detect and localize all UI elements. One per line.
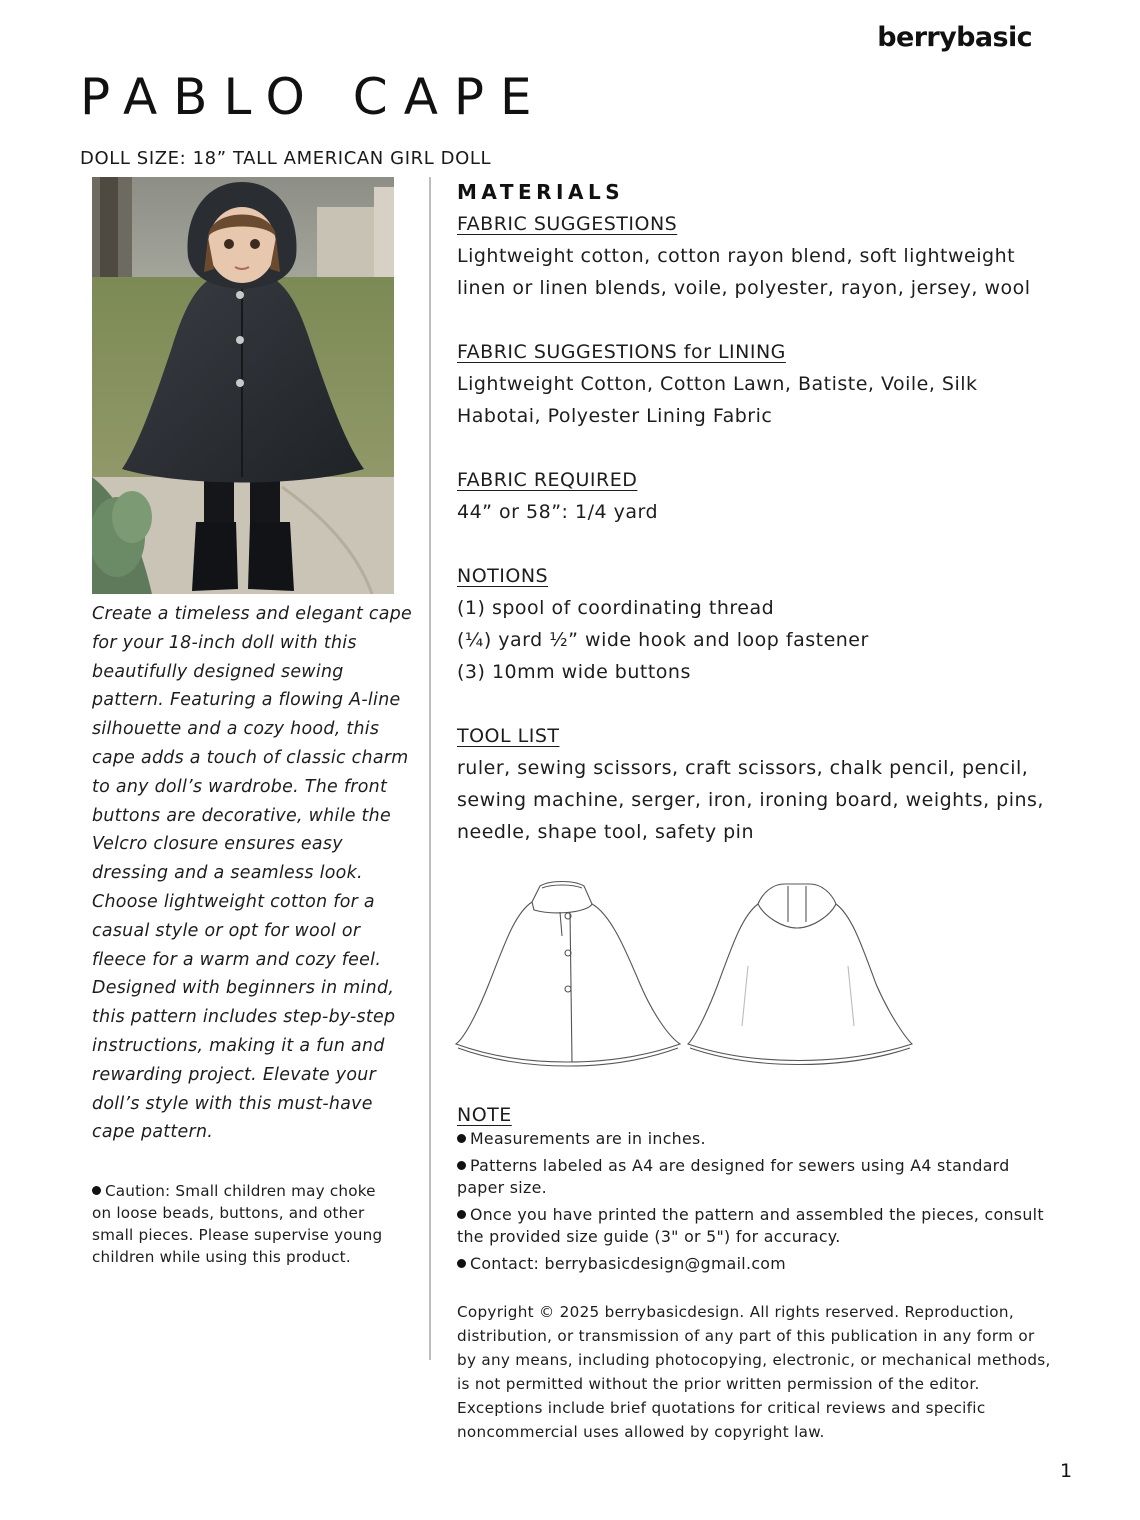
cape-flat-sketches <box>452 876 922 1072</box>
text-line: linen or linen blends, voile, polyester, rayon, jersey, wool <box>457 277 1031 299</box>
text-line: 44” or 58”: 1/4 yard <box>457 501 659 523</box>
caution-line: children while using this product. <box>92 1248 351 1266</box>
text-line: needle, shape tool, safety pin <box>457 821 754 843</box>
caution-line: small pieces. Please supervise young <box>92 1226 383 1244</box>
text-line: Lightweight cotton, cotton rayon blend, soft lightweight <box>457 245 1016 267</box>
description-line: dressing and a seamless look. <box>92 863 363 884</box>
description-line: fleece for a warm and cozy feel. <box>92 949 382 970</box>
text-line: Habotai, Polyester Lining Fabric <box>457 405 773 427</box>
description-line: buttons are decorative, while the <box>92 805 392 826</box>
column-divider <box>429 177 431 1360</box>
caution-line: Caution: Small children may choke <box>92 1180 412 1202</box>
description-line: cape pattern. <box>92 1122 214 1143</box>
description-line: cape adds a touch of classic charm <box>92 747 409 768</box>
description-line: silhouette and a cozy hood, this <box>92 719 380 740</box>
description-line: this pattern includes step-by-step <box>92 1007 396 1028</box>
note-section <box>457 1102 1077 1280</box>
copyright-line: Exceptions include brief quotations for critical reviews and specific <box>457 1399 986 1417</box>
caution-notice <box>92 1180 412 1268</box>
description-line: for your 18-inch doll with this <box>92 632 357 653</box>
description-line: Designed with beginners in mind, <box>92 978 395 999</box>
lining-suggestions-text <box>457 368 1077 432</box>
note-item: Contact: berrybasicdesign@gmail.com <box>457 1253 1077 1275</box>
fabric-suggestions-label: FABRIC SUGGESTIONS <box>457 213 678 235</box>
note-item: Patterns labeled as A4 are designed for sewers using A4 standard paper size. <box>457 1156 1010 1197</box>
description-line: Choose lightweight cotton for a <box>92 891 375 912</box>
notions-label: NOTIONS <box>457 565 549 587</box>
bullet-icon <box>457 1210 466 1219</box>
note-label: NOTE <box>457 1104 512 1126</box>
fabric-required-text <box>457 496 1077 528</box>
materials-heading: MATERIALS <box>457 180 625 204</box>
note-item: Once you have printed the pattern and assembled the pieces, consult the provided size guide (3" or 5") for accuracy. <box>457 1205 1044 1246</box>
description-line: rewarding project. Elevate your <box>92 1064 377 1085</box>
text-line: (¼) yard ½” wide hook and loop fastener <box>457 629 869 651</box>
description-line: Velcro closure ensures easy <box>92 834 343 855</box>
page-number: 1 <box>1060 1460 1073 1482</box>
copyright-line: is not permitted without the prior written permission of the editor. <box>457 1375 980 1393</box>
bullet-icon <box>457 1134 466 1143</box>
notions-list <box>457 592 1077 688</box>
note-list <box>457 1128 1077 1275</box>
text-line: Lightweight Cotton, Cotton Lawn, Batiste, Voile, Silk <box>457 373 978 395</box>
description-line: beautifully designed sewing <box>92 661 344 682</box>
description-line: pattern. Featuring a flowing A-line <box>92 690 401 711</box>
doll-in-hooded-cape-photo-icon <box>92 177 394 594</box>
materials-section <box>457 176 1077 848</box>
description-line: instructions, making it a fun and <box>92 1035 385 1056</box>
page-title: PABLO CAPE <box>80 68 548 126</box>
text-line: ruler, sewing scissors, craft scissors, chalk pencil, pencil, <box>457 757 1029 779</box>
copyright-line: by any means, including photocopying, electronic, or mechanical methods, <box>457 1351 1051 1369</box>
description-line: casual style or opt for wool or <box>92 920 361 941</box>
doll-cape-photo <box>92 177 394 594</box>
copyright-line: Copyright © 2025 berrybasicdesign. All rights reserved. Reproduction, <box>457 1303 1014 1321</box>
bullet-icon <box>457 1161 466 1170</box>
copyright-line: noncommercial uses allowed by copyright law. <box>457 1423 825 1441</box>
text-line: (3) 10mm wide buttons <box>457 661 691 683</box>
tool-list-label: TOOL LIST <box>457 725 560 747</box>
brand-logo: berrybasic <box>877 22 1032 53</box>
fabric-required-label: FABRIC REQUIRED <box>457 469 638 491</box>
copyright-line: distribution, or transmission of any part of this publication in any form or <box>457 1327 1035 1345</box>
tool-list-text <box>457 752 1077 848</box>
text-line: sewing machine, serger, iron, ironing board, weights, pins, <box>457 789 1044 811</box>
bullet-icon <box>92 1186 101 1195</box>
pattern-description <box>92 600 412 1147</box>
text-line: (1) spool of coordinating thread <box>457 597 775 619</box>
cape-back-flat-sketch-icon <box>688 884 912 1065</box>
description-line: Create a timeless and elegant cape <box>92 604 413 624</box>
description-line: to any doll’s wardrobe. The front <box>92 776 388 797</box>
copyright-notice <box>457 1300 1077 1444</box>
bullet-icon <box>457 1259 466 1268</box>
lining-suggestions-label: FABRIC SUGGESTIONS for LINING <box>457 341 786 363</box>
description-line: doll’s style with this must-have <box>92 1093 373 1114</box>
note-item: Measurements are in inches. <box>457 1128 1077 1150</box>
caution-line: on loose beads, buttons, and other <box>92 1204 365 1222</box>
cape-front-flat-sketch-icon <box>456 882 680 1067</box>
doll-size: DOLL SIZE: 18” TALL AMERICAN GIRL DOLL <box>80 148 492 169</box>
fabric-suggestions-text <box>457 240 1077 304</box>
